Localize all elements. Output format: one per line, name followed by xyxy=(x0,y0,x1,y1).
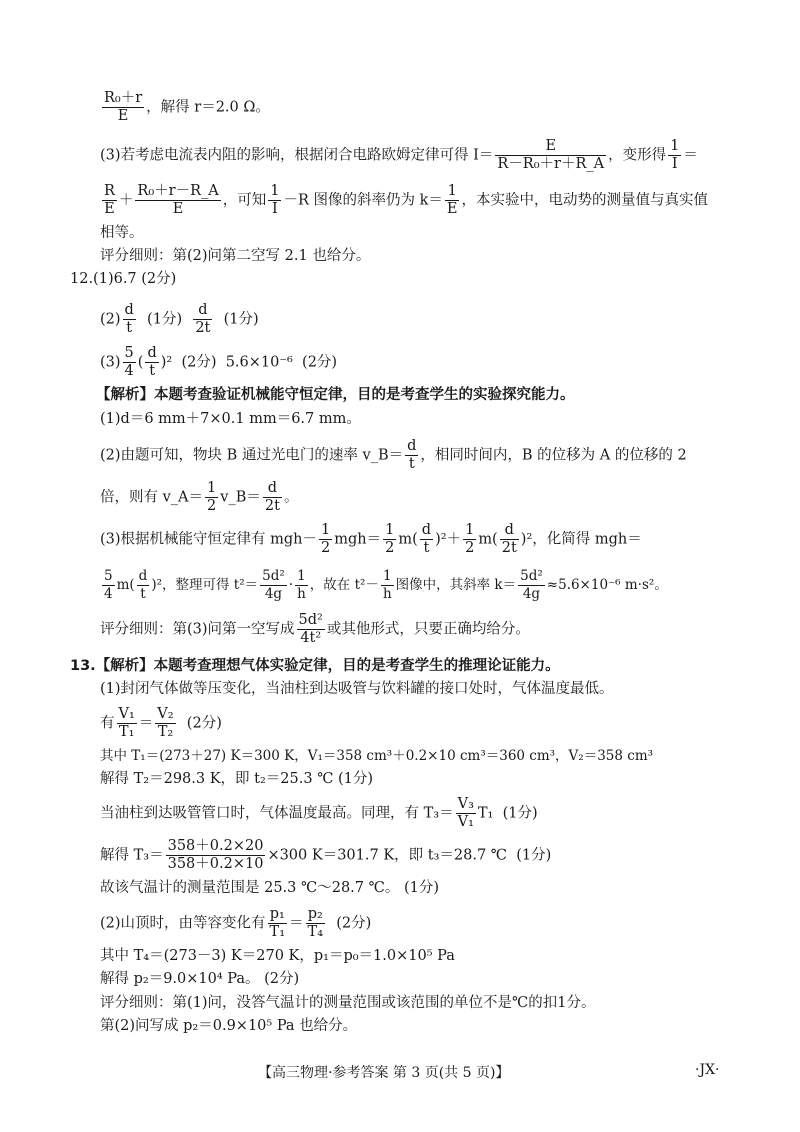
line-r-solution xyxy=(100,90,728,125)
fraction: $\frac{1}{2}$ xyxy=(321,522,331,556)
q12-part2: (2) $\frac{d}{t}$ (1分) $\frac{d}{2t}$ (1分) xyxy=(100,302,259,336)
fraction: $\frac{d}{2t}$ xyxy=(264,480,280,514)
fraction: $\frac{d}{2t}$ xyxy=(195,302,211,336)
q13-isobaric-eq: 有 $\frac{\text{V₁}}{\text{T₁}}$ ＝ $\frac{\text{V₂}}{\text{T₂}}$ (2分) xyxy=(100,706,222,740)
q13-line-1: (1)封闭气体做等压变化，当油柱到达吸管与饮料罐的接口处时，气体温度最低。 xyxy=(100,681,614,697)
q12-scoring-note: 评分细则：第(3)问第一空写成 $\frac{\text{5d²}}{\text{4t²}}$ 或其他形式，只要正确均给分。 xyxy=(100,612,530,646)
text: (3)若考虑电流表内阻的影响，根据闭合电路欧姆定律可得 I＝ xyxy=(100,147,494,164)
q12-analysis-3b: $\frac{5}{4}$ m( $\frac{d}{t}$ )²，整理可得 t²＝ $\frac{\text{5d²}}{4g}$ · $\frac{1}{h}$ ，故在 t²－ $\frac{1}{h}$ 图像中，其斜率 k＝ $\frac{\text{5d²}}{4g}$ ≈5.6×10⁻⁶ m·s²。 xyxy=(104,568,668,602)
footer-code: ·JX· xyxy=(695,1062,720,1078)
text: ，解得 r＝2.0 Ω。 xyxy=(146,99,270,116)
fraction: $\frac{1}{I}$ xyxy=(670,138,680,172)
fraction: $\frac{1}{E}$ xyxy=(446,183,458,217)
fraction: $\frac{d}{t}$ xyxy=(138,568,148,602)
fraction: $\frac{\text{5d²}}{\text{4t²}}$ xyxy=(298,612,323,646)
q13-line-values: 其中 T₁＝(273＋27) K＝300 K，V₁＝358 cm³＋0.2×10 cm³＝360 cm³，V₂＝358 cm³ xyxy=(100,748,654,764)
fraction: $\frac{5}{4}$ xyxy=(104,568,113,602)
fraction: $\frac{\text{p₁}}{\text{T₁}}$ xyxy=(269,906,286,940)
fraction: $\frac{1}{I}$ xyxy=(270,183,280,217)
q13-line-t3-solve: 解得 T₃＝ $\frac{358+0.2\times 20}{358+0.2\times 10}$ ×300 K＝301.7 K，即 t₃＝28.7 ℃ (1分) xyxy=(100,838,552,872)
line-q3-internal-resistance: (3)若考虑电流表内阻的影响，根据闭合电路欧姆定律可得 I＝ $\frac{E}{\text{R－R₀＋r＋R\_A}}$ ，变形得 $\frac{1}{I}$ ＝ xyxy=(100,138,698,172)
fraction: $\frac{1}{h}$ xyxy=(382,568,392,602)
q13-scoring-note-1: 评分细则：第(1)问，没答气温计的测量范围或该范围的单位不是℃的扣1分。 xyxy=(100,995,596,1011)
q12-analysis-2b: 倍，则有 v_A＝ $\frac{1}{2}$ v_B＝ $\frac{d}{2t}$ 。 xyxy=(100,480,299,514)
fraction: $\frac{1}{2}$ xyxy=(207,480,217,514)
line-slope-formula: $\frac{R}{E}$ ＋ $\frac{\text{R₀＋r－R\_A}}{E}$ ，可知 $\frac{1}{I}$ －R 图像的斜率仍为 k＝ $\frac{1}{E}$ ，本实验中，电动势的测量值与真实值 xyxy=(104,183,708,217)
fraction: $\frac{d}{t}$ xyxy=(421,522,432,556)
fraction: $\frac{\text{V₃}}{\text{V₁}}$ xyxy=(457,796,474,830)
fraction: $\frac{E}{\text{R－R₀＋r＋R\_A}}$ xyxy=(497,138,605,172)
q12-part1: 12.(1)6.7 (2分) xyxy=(70,271,177,287)
fraction: $\frac{358+0.2\times 20}{358+0.2\times 10}$ xyxy=(167,838,264,872)
fraction: $\frac{d}{t}$ xyxy=(407,438,417,472)
q13-line-range: 故该气温计的测量范围是 25.3 ℃～28.7 ℃。 (1分) xyxy=(100,880,439,896)
fraction xyxy=(102,90,144,125)
footer-page-label: 【高三物理·参考答案 第 3 页(共 5 页)】 xyxy=(258,1065,510,1081)
q13-heading: 13.【解析】本题考查理想气体实验定律，目的是考查学生的推理论证能力。 xyxy=(70,658,560,674)
fraction: $\frac{R}{E}$ xyxy=(104,183,115,217)
fraction: $\frac{\text{R₀＋r－R\_A}}{E}$ xyxy=(137,183,219,217)
q12-part3: (3) $\frac{5}{4}$ ( $\frac{d}{t}$ )² (2分) 5.6×10⁻⁶ (2分) xyxy=(100,345,338,379)
fraction: $\frac{d}{t}$ xyxy=(147,345,157,379)
q12-analysis-3: (3)根据机械能守恒定律有 mgh－ $\frac{1}{2}$ mgh＝ $\frac{1}{2}$ m( $\frac{d}{t}$ )²＋ $\frac{1}{2}$ m( $\frac{d}{2t}$ )²，化简得 mgh＝ xyxy=(100,522,642,556)
q13-line-p2: 解得 p₂＝9.0×10⁴ Pa。 (2分) xyxy=(100,971,300,987)
numerator: R₀＋r xyxy=(104,90,143,106)
denominator: E xyxy=(117,108,129,124)
line-scoring-note-1: 评分细则：第(2)问第二空写 2.1 也给分。 xyxy=(100,248,371,264)
q13-line-t4: 其中 T₄＝(273－3) K＝270 K，p₁＝p₀＝1.0×10⁵ Pa xyxy=(100,948,455,964)
fraction: $\frac{5}{4}$ xyxy=(124,345,134,379)
fraction: $\frac{\text{V₁}}{\text{T₁}}$ xyxy=(118,706,135,740)
q13-scoring-note-2: 第(2)问写成 p₂＝0.9×10⁵ Pa 也给分。 xyxy=(100,1018,358,1034)
fraction: $\frac{1}{2}$ xyxy=(385,522,395,556)
q13-line-t2: 解得 T₂＝298.3 K，即 t₂＝25.3 ℃ (1分) xyxy=(100,771,374,787)
q12-analysis-2: (2)由题可知，物块 B 通过光电门的速率 v_B＝ $\frac{d}{t}$ ，相同时间内，B 的位移为 A 的位移的 2 xyxy=(100,438,687,472)
q12-analysis-1: (1)d＝6 mm＋7×0.1 mm＝6.7 mm。 xyxy=(100,411,361,427)
q13-isochoric-eq: (2)山顶时，由等容变化有 $\frac{\text{p₁}}{\text{T₁}}$ ＝ $\frac{\text{p₂}}{\text{T₄}}$ (2分) xyxy=(100,906,372,940)
fraction: $\frac{\text{5d²}}{4g}$ xyxy=(520,568,543,602)
fraction: $\frac{1}{2}$ xyxy=(465,522,475,556)
line-equal: 相等。 xyxy=(100,225,144,241)
fraction: $\frac{d}{t}$ xyxy=(124,302,134,336)
fraction: $\frac{\text{5d²}}{4g}$ xyxy=(262,568,285,602)
fraction: $\frac{\text{p₂}}{\text{T₄}}$ xyxy=(307,906,324,940)
q13-line-t3-eq: 当油柱到达吸管管口时，气体温度最高。同理，有 T₃＝ $\frac{\text{V₃}}{\text{V₁}}$ T₁ (1分) xyxy=(100,796,538,830)
fraction: $\frac{d}{2t}$ xyxy=(501,522,517,556)
fraction: $\frac{\text{V₂}}{\text{T₂}}$ xyxy=(157,706,174,740)
q12-analysis-heading: 【解析】本题考查验证机械能守恒定律，目的是考查学生的实验探究能力。 xyxy=(96,387,575,403)
fraction: $\frac{1}{h}$ xyxy=(297,568,306,602)
